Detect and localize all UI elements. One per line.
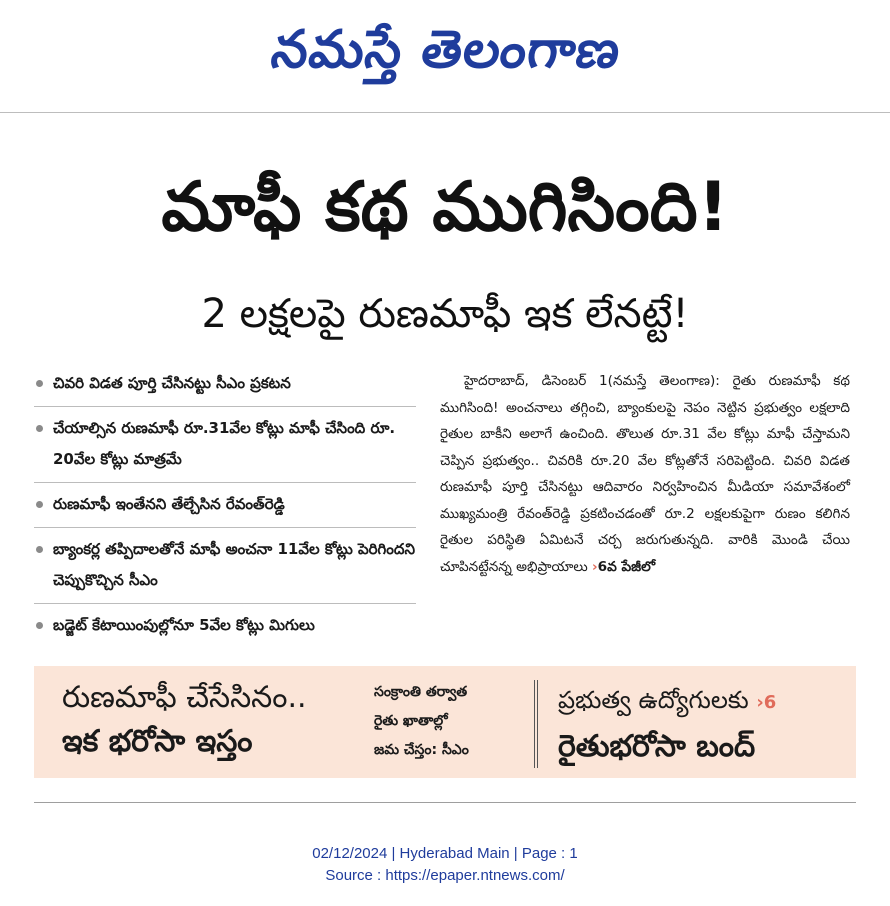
promo-mid	[374, 678, 524, 765]
continued-page-link[interactable]	[592, 559, 655, 575]
bullet-item	[34, 483, 416, 528]
chevron-right-icon: ›	[592, 558, 598, 575]
promo-mid-line1: సంక్రాంతి తర్వాత	[374, 684, 468, 700]
promo-left-line2: ఇక భరోసా ఇస్తం	[62, 724, 253, 759]
bullet-item	[34, 604, 416, 648]
bullet-dot-icon	[36, 380, 43, 387]
bullet-item	[34, 362, 416, 407]
bullet-text: చివరి విడత పూర్తి చేసినట్టు సీఎం ప్రకటన	[53, 374, 291, 392]
promo-divider	[534, 680, 538, 768]
story-body	[440, 368, 850, 580]
bullet-dot-icon	[36, 546, 43, 553]
promo-right-line2: రైతుభరోసా బంద్	[558, 729, 756, 764]
promo-left	[62, 676, 392, 764]
continued-page-label: 6వ పేజీలో	[597, 558, 656, 575]
promo-page-link[interactable]	[756, 692, 776, 713]
promo-right	[558, 678, 854, 769]
story-text: హైదరాబాద్, డిసెంబర్ 1(నమస్తే తెలంగాణ): రైతు రుణమాఫీ కథ ముగిసింది! అంచనాలు తగ్గించి, బ్యాంకులపై నెపం నెట్టిన ప్రభుత్వం లక్షలాది రైతుల బాకీని అలాగే ఉంచింది. తొలుత రూ.31 వేల కోట్లు మాఫీ చేస్తామని చెప్పిన ప్రభుత్వం.. చివరికి రూ.20 వేల కోట్లతోనే సరిపెట్టింది. చివరి విడత రుణమాఫీ పూర్తి చేసినట్టు ఆదివారం నిర్వహించిన మీడియా సమావేశంలో ముఖ్యమంత్రి రేవంత్‌రెడ్డి ప్రకటించడంతో రూ.2 లక్షలకుపైగా రుణం కలిగిన రైతుల పరిస్థితి ఏమిటనే చర్చ జరుగుతున్నది. వారికి మొండి చేయి చూపినట్టేనన్న అభిప్రాయాలు	[440, 373, 850, 575]
masthead-divider	[0, 112, 890, 113]
promo-mid-line3: జమ చేస్తం: సీఎం	[374, 742, 469, 758]
bullet-text: బడ్జెట్ కేటాయింపుల్లోనూ 5వేల కోట్లు మిగులు	[53, 616, 315, 634]
footer	[0, 843, 890, 887]
bullet-dot-icon	[36, 501, 43, 508]
promo-right-line1: ప్రభుత్వ ఉద్యోగులకు	[558, 686, 749, 714]
bullet-dot-icon	[36, 622, 43, 629]
newspaper-logo: నమస్తే తెలంగాణ	[267, 19, 625, 80]
bullet-list	[34, 362, 416, 648]
masthead	[0, 0, 890, 112]
promo-mid-line2: రైతు ఖాతాల్లో	[374, 713, 448, 729]
promo-left-line1: రుణమాఫీ చేసేసినం..	[62, 680, 307, 715]
bullet-item	[34, 407, 416, 483]
chevron-right-icon: ›	[756, 692, 764, 713]
footer-source: Source : https://epaper.ntnews.com/	[325, 867, 565, 884]
bullet-text: బ్యాంకర్ల తప్పిదాలతోనే మాఫీ అంచనా 11వేల కోట్లు పెరిగిందని చెప్పుకొచ్చిన సీఎం	[53, 540, 416, 589]
bullet-text: రుణమాఫీ ఇంతేనని తేల్చేసిన రేవంత్‌రెడ్డి	[53, 495, 285, 513]
promo-strip	[34, 666, 856, 778]
bullet-dot-icon	[36, 425, 43, 432]
footer-edition-info: 02/12/2024 | Hyderabad Main | Page : 1	[312, 845, 578, 862]
promo-page-number: 6	[763, 692, 777, 713]
page-divider	[34, 802, 856, 803]
bullet-item	[34, 528, 416, 604]
bullet-text: చేయాల్సిన రుణమాఫీ రూ.31వేల కోట్లు మాఫీ చేసింది రూ. 20వేల కోట్లు మాత్రమే	[53, 419, 396, 468]
subheadline: 2 లక్షలపై రుణమాఫీ ఇక లేనట్టే!	[201, 291, 689, 337]
headline: మాఫీ కథ ముగిసింది!	[161, 167, 729, 247]
